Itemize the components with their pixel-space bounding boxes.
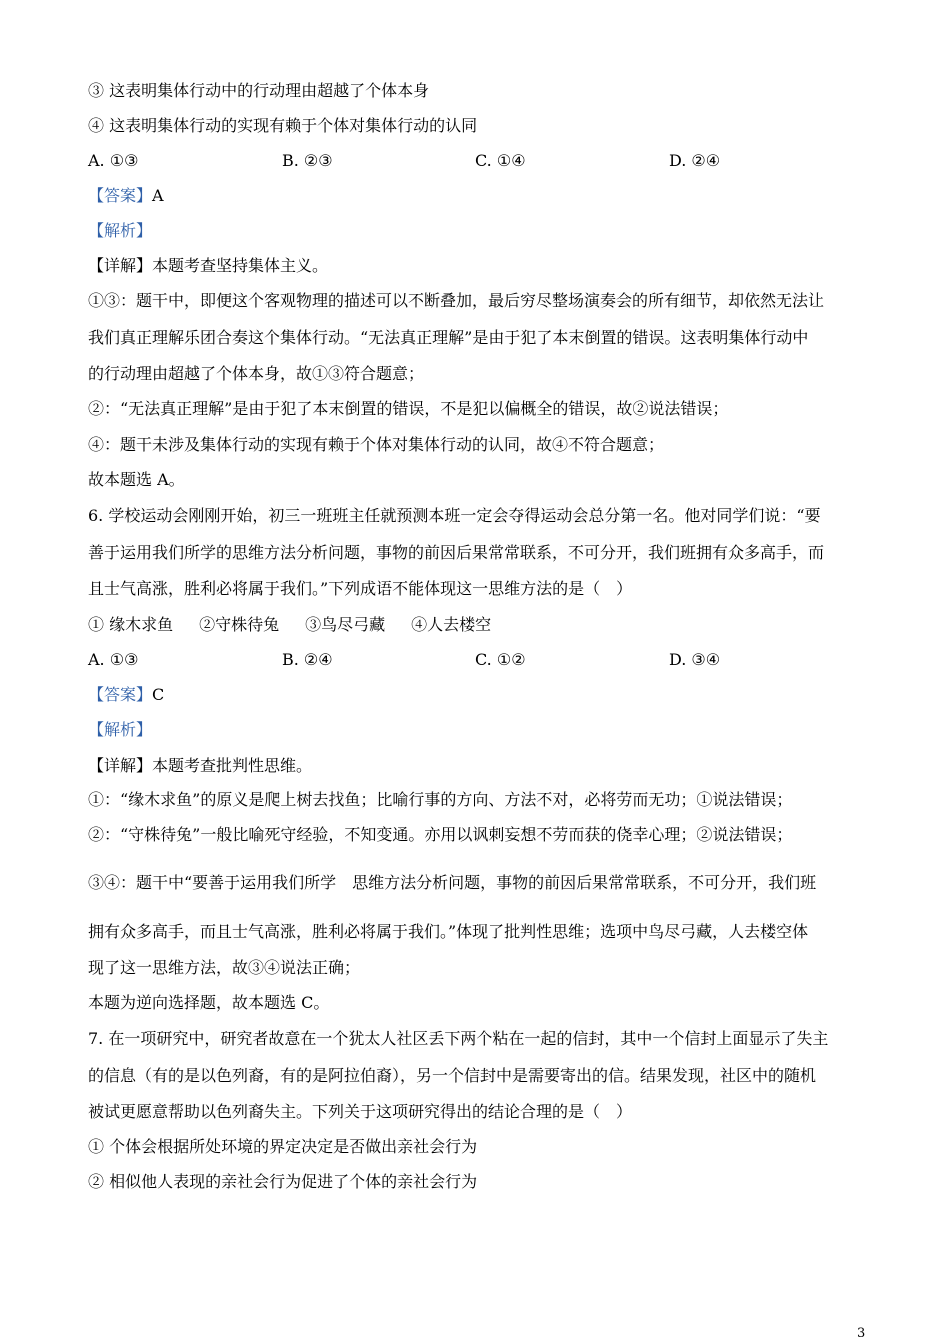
q5-analysis-tag: 【解析】 [88,221,153,240]
q5-statement-3: ③ 这表明集体行动中的行动理由超越了个体本身 [88,81,430,100]
q6-answer-value: C [152,685,165,704]
q7-stem-line: 的信息（有的是以色列裔，有的是阿拉伯裔），另一个信封中是需要寄出的信。结果发现，社区中的随机 [88,1066,817,1085]
q5-answer-value: A [152,186,164,205]
q6-option-c: C. ①② [475,650,526,669]
q6-idioms [88,615,491,635]
q6-option-a: A. ①③ [88,650,139,669]
q5-option-b: B. ②③ [282,151,333,170]
q7-statement-1: ① 个体会根据所处环境的界定决定是否做出亲社会行为 [88,1137,478,1156]
q7-statement-2: ② 相似他人表现的亲社会行为促进了个体的亲社会行为 [88,1172,478,1191]
q6-answer [88,685,164,705]
q5-explanation-line: ④：题干未涉及集体行动的实现有赖于个体对集体行动的认同，故④不符合题意； [88,435,665,454]
q6-detail [88,756,312,776]
q6-detail-text: 本题考查批判性思维。 [152,756,313,775]
q6-explanation-line: ②：“守株待兔”一般比喻死守经验，不知变通。亦用以讽刺妄想不劳而获的侥幸心理；②说法错误； [88,825,793,844]
q5-option-a: A. ①③ [88,151,139,170]
answer-tag: 【答案】 [88,186,153,205]
q5-option-c: C. ①④ [475,151,526,170]
q5-explanation-line: 我们真正理解乐团合奏这个集体行动。“无法真正理解”是由于犯了本末倒置的错误。这表明集体行动中 [88,328,809,347]
q6-option-b: B. ②④ [282,650,333,669]
q5-statement-4: ④ 这表明集体行动的实现有赖于个体对集体行动的认同 [88,116,478,135]
q6-option-d: D. ③④ [669,650,721,669]
q5-explanation-line: ②：“无法真正理解”是由于犯了本末倒置的错误，不是犯以偏概全的错误，故②说法错误； [88,399,729,418]
q6-idiom-4: ④人去楼空 [411,615,492,634]
q6-conclusion: 本题为逆向选择题，故本题选 C。 [88,993,330,1012]
q5-explanation-line: 的行动理由超越了个体本身，故①③符合题意； [88,364,425,383]
q5-option-d: D. ②④ [669,151,721,170]
q5-detail [88,256,328,276]
detail-tag: 【详解】 [88,256,153,275]
q6-stem-line: 且士气高涨，胜利必将属于我们。”下列成语不能体现这一思维方法的是（ ） [88,579,633,598]
q6-idiom-3: ③鸟尽弓藏 [305,615,386,634]
q6-idiom-1: ① 缘木求鱼 [88,615,174,634]
q6-explanation-line: 拥有众多高手，而且士气高涨，胜利必将属于我们。”体现了批判性思维；选项中鸟尽弓藏，人去楼空体 [88,922,809,941]
q6-analysis-tag: 【解析】 [88,720,153,739]
q6-explanation-line: ③④：题干中“要善于运用我们所学 思维方法分析问题，事物的前因后果常常联系，不可分开，我们班 [88,873,817,892]
q5-detail-text: 本题考查坚持集体主义。 [152,256,329,275]
q6-stem-line: 6. 学校运动会刚刚开始，初三一班班主任就预测本班一定会夺得运动会总分第一名。他对同学们说：“要 [88,506,821,525]
q7-stem-line: 7. 在一项研究中，研究者故意在一个犹太人社区丢下两个粘在一起的信封，其中一个信封上面显示了失主 [88,1029,829,1048]
q6-stem-line: 善于运用我们所学的思维方法分析问题，事物的前因后果常常联系，不可分开，我们班拥有众多高手，而 [88,543,825,562]
q5-explanation-line: ①③：题干中，即便这个客观物理的描述可以不断叠加，最后穷尽整场演奏会的所有细节，却依然无法让 [88,291,825,310]
answer-tag: 【答案】 [88,685,153,704]
q6-explanation-line: 现了这一思维方法，故③④说法正确； [88,958,361,977]
page-number: 3 [857,1326,866,1341]
q7-stem-line: 被试更愿意帮助以色列裔失主。下列关于这项研究得出的结论合理的是（ ） [88,1102,633,1121]
q5-answer [88,186,164,206]
q5-conclusion: 故本题选 A。 [88,470,185,489]
q6-explanation-line: ①：“缘木求鱼”的原义是爬上树去找鱼；比喻行事的方向、方法不对，必将劳而无功；①说法错误； [88,790,793,809]
detail-tag: 【详解】 [88,756,153,775]
q6-idiom-2: ②守株待兔 [199,615,280,634]
